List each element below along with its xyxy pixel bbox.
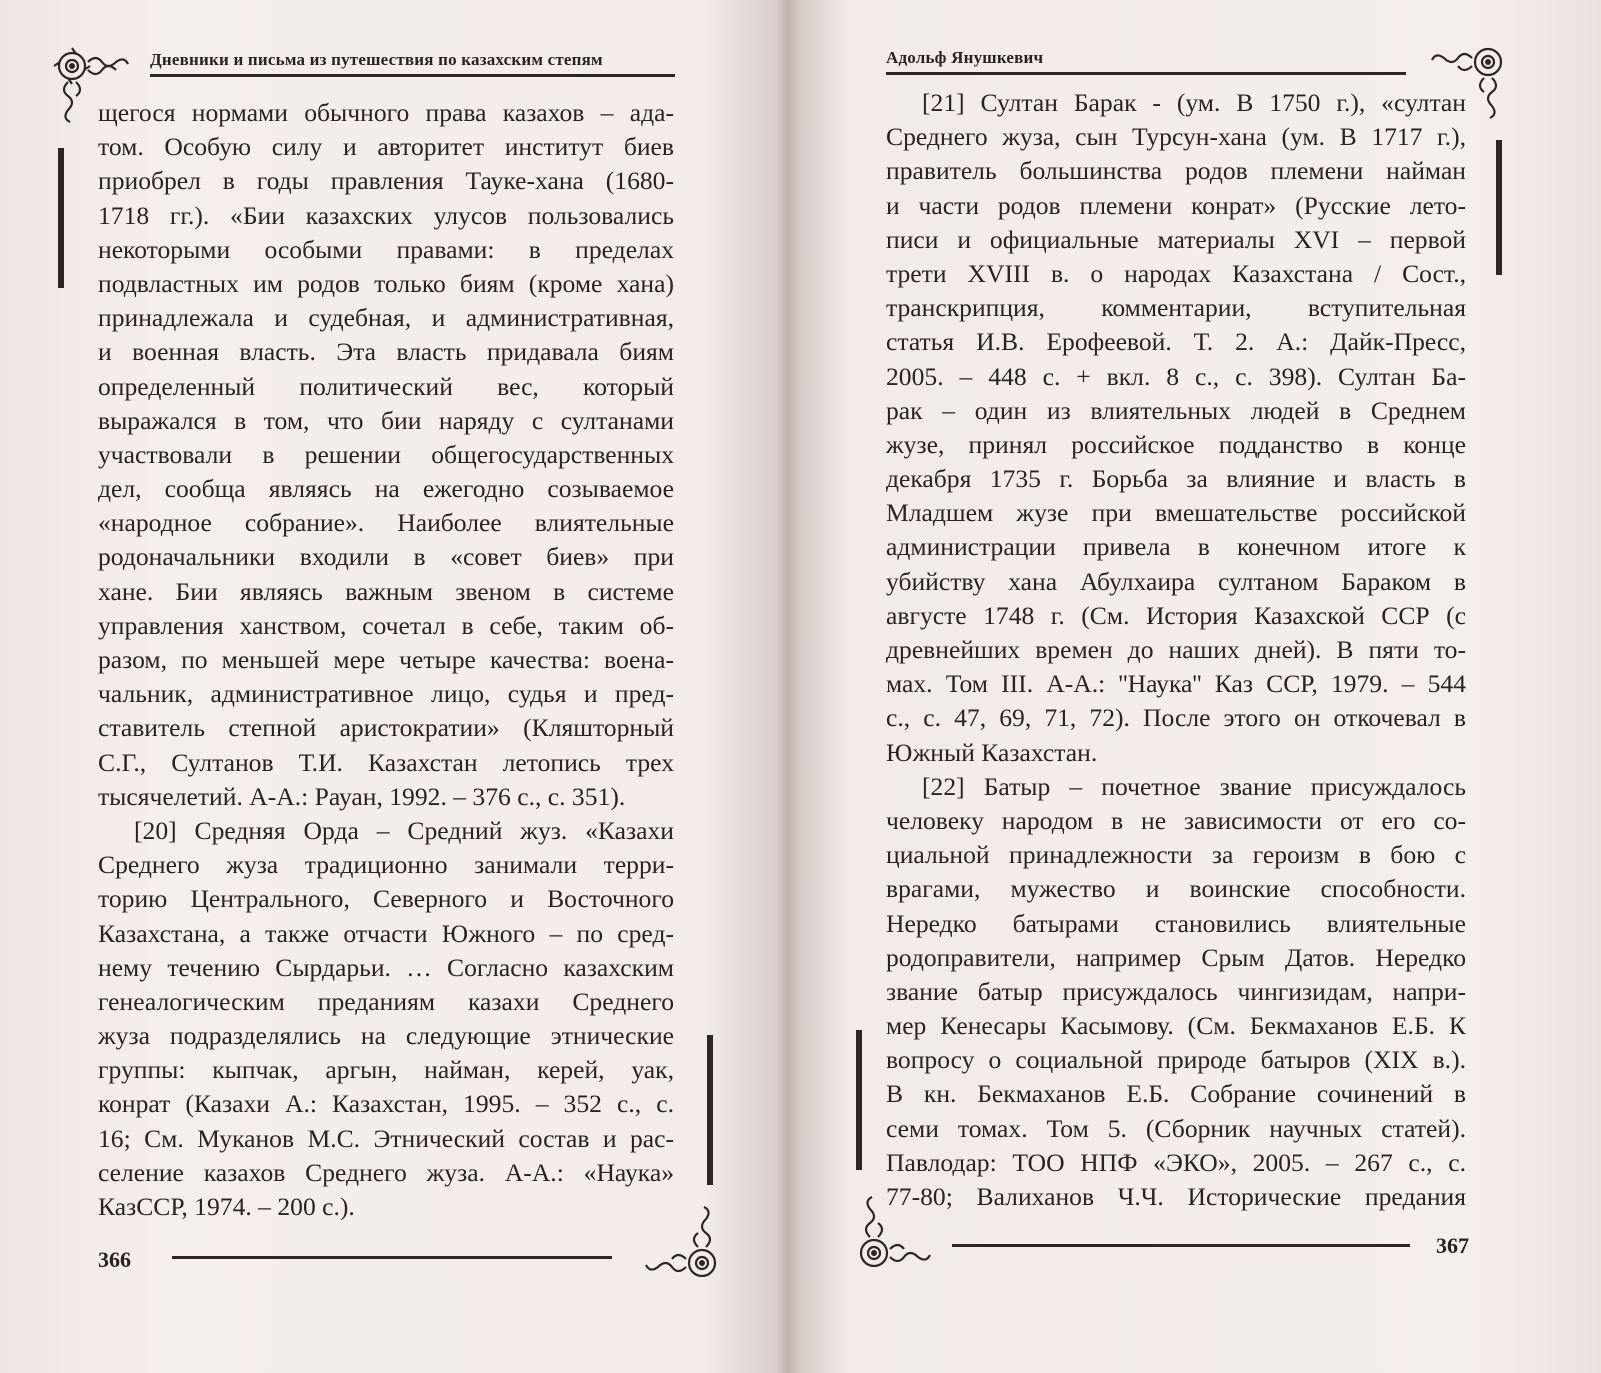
text-line: управления ханством, сочетал в себе, таким об- [98, 610, 674, 640]
text-line: Среднего жуза, сын Турсун-хана (ум. В 1717 г.), [886, 122, 1466, 152]
footer-rule [172, 1256, 612, 1259]
text-line: жузе, принял российское подданство в конце [886, 429, 1466, 459]
header-rule [150, 74, 675, 77]
text-line: семи томах. Том 5. (Сборник научных статей). [886, 1113, 1466, 1143]
text-line: разом, по меньшей мере четыре качества: воена- [98, 645, 674, 674]
text-line: [22] Батыр – почетное звание присуждалось [922, 771, 1466, 801]
text-line: декабря 1735 г. Борьба за влияние и власть в [886, 464, 1466, 494]
text-line: человеку народом в не зависимости от его со- [886, 805, 1466, 835]
text-line: Нередко батырами становились влиятельные [886, 908, 1466, 938]
text-line: мах. Том III. А-А.: ''Наука'' Каз ССР, 1979. – 544 [886, 669, 1466, 699]
text-line: селение казахов Среднего жуза. А-А.: «Наука» [98, 1157, 674, 1187]
page-number: 366 [98, 1247, 131, 1272]
text-line: щегося нормами обычного права казахов – ада- [98, 98, 674, 127]
margin-bar [58, 148, 64, 288]
text-line: и военная власть. Эта власть придавала биям [98, 337, 674, 367]
left-text-block [98, 96, 674, 1224]
text-line: жуза подразделялись на следующие этнические [98, 1021, 674, 1051]
text-line: транскрипция, комментарии, вступительная [886, 293, 1466, 323]
text-line: циальной принадлежности за героизм в бою с [886, 840, 1466, 870]
text-line: администрации привела в конечном итоге к [886, 532, 1466, 562]
text-line: древнейших времен до наших дней). В пяти то- [886, 635, 1466, 664]
margin-bar [1496, 140, 1502, 275]
text-line: 2005. – 448 с. + вкл. 8 с., с. 398). Султан Ба- [886, 361, 1466, 391]
text-line: определенный политический вес, который [98, 371, 674, 401]
text-line: С.Г., Султанов Т.И. Казахстан летопись трех [98, 747, 674, 777]
text-line: [20] Средняя Орда – Средний жуз. «Казахи [134, 815, 674, 845]
text-line: некоторыми особыми правами: в пределах [98, 234, 674, 264]
corner-ornament-icon [620, 1185, 724, 1285]
running-head: Дневники и письма из путешествия по казахским степям [150, 50, 603, 69]
text-line: конрат (Казахи А.: Казахстан, 1995. – 352 с., с. [98, 1089, 674, 1119]
text-line: участвовали в решении общегосударственных [98, 439, 674, 469]
text-line: и части родов племени конрат» (Русские лето- [886, 190, 1466, 220]
text-line: генеалогическим преданиям казахи Среднего [98, 986, 674, 1016]
footer-rule [952, 1244, 1410, 1247]
text-line: принадлежала и судебная, и административная, [98, 303, 674, 333]
text-line: том. Особую силу и авторитет институт биев [98, 132, 674, 162]
text-line: вопросу о социальной природе батыров (XIX в.). [886, 1045, 1466, 1075]
text-line: убийству хана Абулхаира султаном Бараком в [886, 566, 1466, 596]
header-rule [886, 72, 1406, 75]
text-line: подвластных им родов только биям (кроме хана) [98, 268, 674, 298]
text-line: выражался в том, что бии наряду с султанами [98, 405, 674, 435]
text-line: В кн. Бекмаханов Е.Б. Собрание сочинений в [886, 1079, 1466, 1109]
text-line: статья И.В. Ерофеевой. Т. 2. А.: Дайк-Пресс, [886, 327, 1466, 357]
text-line: писи и официальные материалы XVI – первой [886, 224, 1466, 254]
text-line: торию Центрального, Северного и Восточного [98, 884, 674, 914]
text-line: родоначальники входили в «совет биев» при [98, 542, 674, 572]
text-line: Казахстана, а также отчасти Южного – по сред- [98, 918, 674, 948]
text-line: нему течению Сырдарьи. … Согласно казахским [98, 952, 674, 982]
text-line: рак – один из влиятельных людей в Среднем [886, 395, 1466, 425]
text-line: «народное собрание». Наиболее влиятельные [98, 508, 674, 538]
page-number: 367 [1436, 1233, 1469, 1258]
text-line: тысячелетий. А-А.: Рауан, 1992. – 376 с., с. 351). [98, 781, 626, 811]
right-text-block [886, 86, 1466, 1214]
text-line: ставитель степной аристократии» (Кляшторный [98, 713, 674, 743]
text-line: мер Кенесары Касымову. (См. Бекмаханов Е.Б. К [886, 1011, 1466, 1041]
text-line: КазССР, 1974. – 200 с.). [98, 1192, 355, 1221]
text-line: звание батыр присуждалось чингизидам, напри- [886, 976, 1466, 1006]
text-line: с., с. 47, 69, 71, 72). После этого он откочевал в [886, 703, 1466, 733]
text-line: 77-80; Валиханов Ч.Ч. Исторические предания [886, 1182, 1466, 1211]
text-line: августе 1748 г. (См. История Казахской ССР (с [886, 600, 1466, 630]
margin-bar-lower [707, 1035, 713, 1185]
text-line: Младшем жузе при вмешательстве российской [886, 498, 1466, 528]
text-line: Павлодар: ТОО НПФ «ЭКО», 2005. – 267 с., с. [886, 1147, 1466, 1177]
corner-ornament-icon [852, 1175, 956, 1275]
text-line: хане. Бии являясь важным звеном в системе [98, 576, 674, 606]
text-line: чальник, административное лицо, судья и пред- [98, 679, 674, 709]
margin-bar-lower [856, 1030, 862, 1170]
text-line: группы: кыпчак, аргын, найман, керей, уак, [98, 1055, 674, 1085]
running-head: Адольф Янушкевич [886, 48, 1044, 67]
left-page [0, 0, 790, 1373]
text-line: приобрел в годы правления Тауке-хана (1680- [98, 166, 674, 196]
text-line: 1718 гг.). «Бии казахских улусов пользовались [98, 200, 674, 230]
text-line: 16; См. Муканов М.С. Этнический состав и рас- [98, 1123, 674, 1153]
text-line: трети XVIII в. о народах Казахстана / Сост., [886, 258, 1466, 288]
text-line: родоправители, например Срым Датов. Нередко [886, 942, 1466, 972]
text-line: врагами, мужество и воинские способности. [886, 874, 1466, 904]
text-line: Южный Казахстан. [886, 737, 1098, 767]
text-line: правитель большинства родов племени найман [886, 156, 1466, 186]
text-line: дел, сообща являясь на ежегодно созываемое [98, 474, 674, 504]
text-line: [21] Султан Барак - (ум. В 1750 г.), «султан [922, 88, 1466, 117]
right-page [800, 0, 1601, 1373]
text-line: Среднего жуза традиционно занимали терри- [98, 850, 674, 880]
